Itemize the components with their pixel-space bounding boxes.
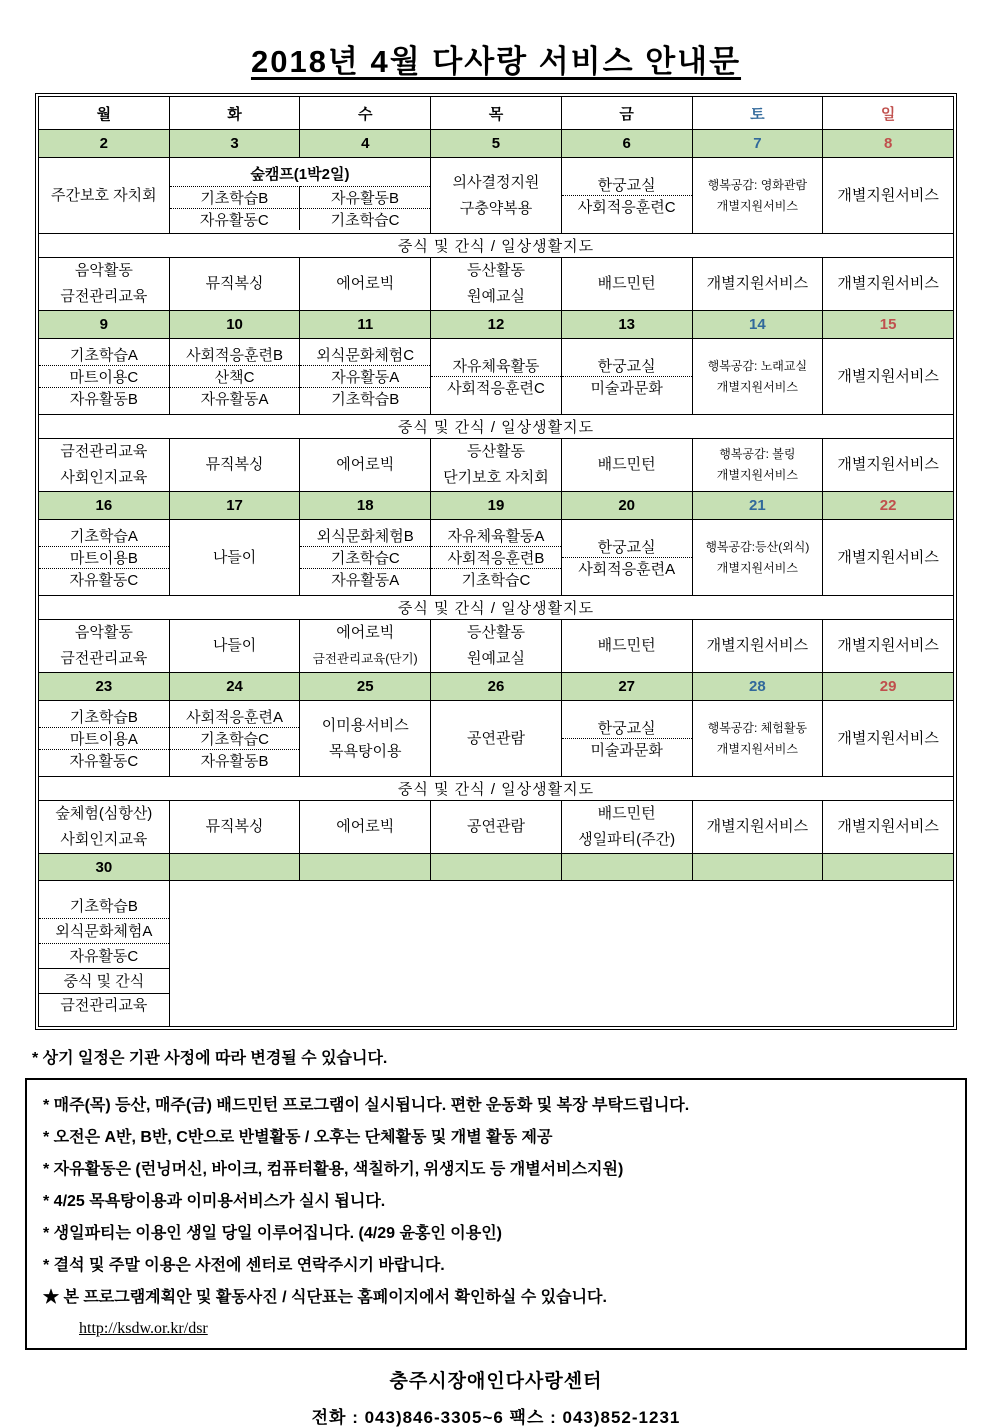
activity-label: 뮤직복싱 <box>205 456 264 473</box>
afternoon-row <box>39 801 954 854</box>
activity-label: 배드민턴 <box>597 275 656 292</box>
activity-label: 개별지원서비스 <box>837 275 939 292</box>
activity-cell <box>431 258 562 311</box>
date-cell: 4 <box>300 130 431 158</box>
note-line: * 오전은 A반, B반, C반으로 반별활동 / 오후는 단체활동 및 개별 활동 제공 <box>43 1129 553 1146</box>
activity-label: 의사결정지원 <box>452 173 540 191</box>
date-cell: 24 <box>169 673 300 701</box>
date-cell: 16 <box>39 492 170 520</box>
date-row <box>39 854 954 881</box>
activity-cell <box>823 520 954 596</box>
activity-label: 생일파티(주간) <box>578 831 676 848</box>
activity-cell <box>169 258 300 311</box>
date-cell <box>692 854 823 881</box>
activity-label: 에어로빅 <box>336 818 395 835</box>
activity-cell <box>431 520 562 596</box>
date-cell: 7 <box>692 130 823 158</box>
date-cell: 12 <box>431 311 562 339</box>
activity-cell <box>561 620 692 673</box>
activity-label: 사회적응훈련C <box>562 195 692 217</box>
activity-cell <box>823 701 954 777</box>
date-cell: 29 <box>823 673 954 701</box>
activity-label: 기초학습B <box>300 387 430 409</box>
activity-label: 자유활동C <box>39 568 169 590</box>
date-cell: 21 <box>692 492 823 520</box>
activity-label: 금전관리교육 <box>39 993 169 1015</box>
activity-label: 사회적응훈련C <box>431 376 561 398</box>
notes-box <box>25 1078 967 1350</box>
activity-cell <box>431 801 562 854</box>
activity-label: 산책C <box>170 365 300 387</box>
date-row <box>39 130 954 158</box>
activity-label: 기초학습B <box>69 897 138 915</box>
activity-label: 금전관리교육 <box>60 288 148 305</box>
day-header-row <box>39 97 954 130</box>
activity-label: 개별지원서비스 <box>706 637 809 654</box>
activity-label: 사회인지교육 <box>60 469 148 486</box>
activity-label: 목욕탕이용 <box>329 742 402 760</box>
date-row <box>39 311 954 339</box>
afternoon-row <box>39 439 954 492</box>
date-cell: 3 <box>169 130 300 158</box>
week5-content-row <box>39 881 954 1027</box>
activity-label: 자유활동C <box>39 943 169 968</box>
activity-cell <box>692 620 823 673</box>
activity-label: 자유활동B <box>300 186 430 208</box>
activity-label: 기초학습C <box>431 568 561 590</box>
empty-area <box>169 881 953 1027</box>
activity-label: 개별지원서비스 <box>837 548 939 566</box>
date-cell: 23 <box>39 673 170 701</box>
activity-cell <box>169 439 300 492</box>
activity-cell <box>692 258 823 311</box>
date-cell: 10 <box>169 311 300 339</box>
date-row <box>39 492 954 520</box>
activity-label: 자유활동A <box>170 387 300 409</box>
day-header-mon: 월 <box>39 97 170 130</box>
date-cell <box>823 854 954 881</box>
activity-cell <box>431 701 562 777</box>
activity-label: 행복공감: 노래교실 <box>707 358 808 373</box>
activity-cell <box>39 258 170 311</box>
activity-cell <box>561 801 692 854</box>
activity-cell <box>561 339 692 415</box>
activity-label: 자유활동A <box>300 568 430 590</box>
activity-label: 미술과문화 <box>562 376 692 398</box>
activity-label: 개별지원서비스 <box>837 456 939 473</box>
activity-label: 개별지원서비스 <box>716 198 798 213</box>
activity-label: 주간보호 자치회 <box>51 186 157 204</box>
activity-label: 에어로빅 <box>336 624 395 641</box>
activity-label: 행복공감: 볼링 <box>719 447 796 461</box>
activity-cell <box>561 258 692 311</box>
activity-label: 뮤직복싱 <box>205 818 264 835</box>
lunch-row <box>39 415 954 439</box>
activity-label: 개별지원서비스 <box>837 729 939 747</box>
activity-label: 사회적응훈련A <box>186 709 284 726</box>
schedule-change-note: * 상기 일정은 기관 사정에 따라 변경될 수 있습니다. <box>32 1050 388 1067</box>
date-cell: 28 <box>692 673 823 701</box>
activity-cell <box>39 620 170 673</box>
activity-cell <box>300 439 431 492</box>
morning-row <box>39 339 954 415</box>
activity-cell <box>39 439 170 492</box>
activity-cell <box>39 520 170 596</box>
activity-label: 마트이용A <box>39 727 169 749</box>
activity-label: 금전관리교육 <box>60 650 148 667</box>
activity-label: 나들이 <box>212 548 257 566</box>
activity-cell <box>823 439 954 492</box>
date-cell: 27 <box>561 673 692 701</box>
activity-label: 한궁교실 <box>597 539 656 556</box>
activity-cell <box>300 801 431 854</box>
activity-label: 마트이용B <box>39 546 169 568</box>
activity-label: 등산활동 <box>466 262 525 279</box>
activity-label: 자유활동B <box>39 387 169 409</box>
day-header-sun: 일 <box>823 97 954 130</box>
camp-cell <box>169 158 430 234</box>
activity-label: 배드민턴 <box>597 637 656 654</box>
morning-row <box>39 520 954 596</box>
morning-row <box>39 158 954 234</box>
activity-label: 공연관람 <box>466 729 525 747</box>
camp-subgrid <box>170 186 430 230</box>
note-line: * 자유활동은 (런닝머신, 바이크, 컴퓨터활용, 색칠하기, 위생지도 등 개별서비스지원) <box>43 1161 624 1178</box>
activity-label: 개별지원서비스 <box>716 560 798 575</box>
activity-label: 외식문화체험B <box>316 528 414 545</box>
activity-label: 마트이용C <box>39 365 169 387</box>
date-cell: 6 <box>561 130 692 158</box>
date-cell: 19 <box>431 492 562 520</box>
activity-label: 행복공감: 영화관람 <box>707 177 808 192</box>
activity-cell <box>561 158 692 234</box>
activity-cell <box>823 801 954 854</box>
activity-label: 자유체육활동 <box>452 358 540 375</box>
date-cell <box>169 854 300 881</box>
day-header-wed: 수 <box>300 97 431 130</box>
activity-label: 단기보호 자치회 <box>443 469 549 486</box>
activity-label: 외식문화체험A <box>39 918 169 943</box>
date-cell: 15 <box>823 311 954 339</box>
activity-label: 나들이 <box>212 637 257 654</box>
activity-label: 원예교실 <box>466 650 525 667</box>
day-header-sat: 토 <box>692 97 823 130</box>
activity-cell <box>39 701 170 777</box>
date-cell: 14 <box>692 311 823 339</box>
activity-label: 외식문화체험C <box>316 347 415 364</box>
activity-label: 등산활동 <box>466 624 525 641</box>
activity-label: 한궁교실 <box>597 720 656 737</box>
activity-label: 기초학습B <box>170 186 300 208</box>
activity-label: 자유활동A <box>300 365 430 387</box>
activity-label: 자유체육활동A <box>447 528 545 545</box>
activity-cell <box>692 158 823 234</box>
activity-label: 에어로빅 <box>336 275 395 292</box>
activity-label: 자유활동C <box>170 208 300 230</box>
activity-cell <box>300 339 431 415</box>
activity-label: 음악활동 <box>74 262 133 279</box>
activity-cell <box>431 158 562 234</box>
activity-cell <box>561 701 692 777</box>
activity-cell <box>431 339 562 415</box>
calendar-outer-border <box>35 93 957 1030</box>
activity-cell <box>169 620 300 673</box>
day-header-thu: 목 <box>431 97 562 130</box>
activity-cell <box>823 258 954 311</box>
activity-label: 사회적응훈련B <box>431 546 561 568</box>
lunch-label: 중식 및 간식 / 일상생활지도 <box>39 234 954 258</box>
page-title: 2018년 4월 다사랑 서비스 안내문 <box>250 44 742 79</box>
activity-label: 자유활동C <box>39 749 169 771</box>
day-header-tue: 화 <box>169 97 300 130</box>
activity-label: 기초학습A <box>69 528 138 545</box>
activity-cell <box>169 701 300 777</box>
date-cell: 20 <box>561 492 692 520</box>
activity-cell <box>823 158 954 234</box>
activity-cell <box>823 339 954 415</box>
date-cell: 30 <box>39 854 170 881</box>
date-cell: 18 <box>300 492 431 520</box>
activity-label: 뮤직복싱 <box>205 275 264 292</box>
camp-title: 숲캠프(1박2일) <box>250 166 350 183</box>
date-cell: 25 <box>300 673 431 701</box>
activity-label: 금전관리교육(단기) <box>312 652 418 666</box>
activity-label: 기초학습C <box>300 546 430 568</box>
activity-label: 숲체험(심항산) <box>55 805 153 822</box>
activity-cell <box>39 339 170 415</box>
note-line: * 결석 및 주말 이용은 사전에 센터로 연락주시기 바랍니다. <box>43 1257 445 1274</box>
date-cell: 13 <box>561 311 692 339</box>
note-line: ★ 본 프로그램계획안 및 활동사진 / 식단표는 홈페이지에서 확인하실 수 있습니다. <box>43 1289 607 1306</box>
date-cell: 22 <box>823 492 954 520</box>
activity-cell <box>823 620 954 673</box>
activity-label: 개별지원서비스 <box>716 468 798 482</box>
activity-label: 배드민턴 <box>597 456 656 473</box>
date-cell: 5 <box>431 130 562 158</box>
activity-label: 개별지원서비스 <box>716 379 798 394</box>
activity-cell <box>300 701 431 777</box>
date-cell: 17 <box>169 492 300 520</box>
activity-label: 행복공감:등산(외식) <box>705 539 810 554</box>
activity-label: 기초학습C <box>300 208 430 230</box>
date-cell: 9 <box>39 311 170 339</box>
morning-row <box>39 701 954 777</box>
homepage-url: http://ksdw.or.kr/dsr <box>79 1320 208 1337</box>
activity-label: 원예교실 <box>466 288 525 305</box>
activity-cell <box>300 258 431 311</box>
date-cell <box>431 854 562 881</box>
activity-cell <box>692 520 823 596</box>
activity-label: 기초학습A <box>69 347 138 364</box>
activity-cell <box>169 339 300 415</box>
activity-cell <box>692 701 823 777</box>
date-cell: 11 <box>300 311 431 339</box>
note-line: * 4/25 목욕탕이용과 이미용서비스가 실시 됩니다. <box>43 1193 386 1210</box>
activity-cell <box>300 520 431 596</box>
activity-label: 에어로빅 <box>336 456 395 473</box>
activity-label: 개별지원서비스 <box>837 818 939 835</box>
lunch-row <box>39 234 954 258</box>
lunch-label: 중식 및 간식 <box>39 968 169 993</box>
activity-label: 사회인지교육 <box>60 831 148 848</box>
activity-label: 사회적응훈련A <box>562 557 692 579</box>
activity-cell <box>692 439 823 492</box>
date-cell: 8 <box>823 130 954 158</box>
activity-cell <box>431 439 562 492</box>
activity-label: 기초학습C <box>170 727 300 749</box>
activity-label: 한궁교실 <box>597 177 656 194</box>
lunch-label: 중식 및 간식 / 일상생활지도 <box>39 415 954 439</box>
contact-info: 전화 : 043)846-3305~6 팩스 : 043)852-1231 <box>311 1408 681 1427</box>
activity-cell <box>692 801 823 854</box>
activity-label: 공연관람 <box>466 818 525 835</box>
date-row <box>39 673 954 701</box>
activity-label: 개별지원서비스 <box>837 637 939 654</box>
activity-label: 음악활동 <box>74 624 133 641</box>
activity-label: 개별지원서비스 <box>837 367 939 385</box>
activity-label: 기초학습B <box>69 709 138 726</box>
activity-cell <box>169 801 300 854</box>
activity-label: 개별지원서비스 <box>706 818 809 835</box>
activity-cell <box>561 439 692 492</box>
lunch-row <box>39 777 954 801</box>
activity-label: 행복공감: 체험활동 <box>707 720 808 735</box>
activity-label: 미술과문화 <box>562 738 692 760</box>
lunch-row <box>39 596 954 620</box>
date-cell <box>300 854 431 881</box>
afternoon-row <box>39 258 954 311</box>
activity-cell <box>692 339 823 415</box>
activity-label: 구충약복용 <box>459 199 533 217</box>
lunch-label: 중식 및 간식 / 일상생활지도 <box>39 777 954 801</box>
day-header-fri: 금 <box>561 97 692 130</box>
activity-label: 자유활동B <box>170 749 300 771</box>
activity-cell <box>39 801 170 854</box>
activity-label: 한궁교실 <box>597 358 656 375</box>
activity-label: 개별지원서비스 <box>716 741 798 756</box>
activity-cell <box>39 881 170 1027</box>
note-line: * 매주(목) 등산, 매주(금) 배드민턴 프로그램이 실시됩니다. 편한 운동화 및 복장 부탁드립니다. <box>43 1097 690 1114</box>
org-name: 충주시장애인다사랑센터 <box>389 1371 603 1392</box>
activity-label: 사회적응훈련B <box>186 347 284 364</box>
activity-cell <box>300 620 431 673</box>
date-cell: 2 <box>39 130 170 158</box>
activity-cell <box>169 520 300 596</box>
afternoon-row <box>39 620 954 673</box>
date-cell: 26 <box>431 673 562 701</box>
activity-cell <box>431 620 562 673</box>
date-cell <box>561 854 692 881</box>
activity-label: 개별지원서비스 <box>706 275 809 292</box>
activity-label: 등산활동 <box>466 443 525 460</box>
activity-label: 배드민턴 <box>597 805 656 822</box>
activity-label: 이미용서비스 <box>321 716 409 734</box>
activity-label: 개별지원서비스 <box>837 186 939 204</box>
lunch-label: 중식 및 간식 / 일상생활지도 <box>39 596 954 620</box>
calendar-table <box>38 96 954 1027</box>
activity-label: 금전관리교육 <box>60 443 148 460</box>
activity-cell <box>39 158 170 234</box>
activity-cell <box>561 520 692 596</box>
note-line: * 생일파티는 이용인 생일 당일 이루어집니다. (4/29 윤홍인 이용인) <box>43 1225 502 1242</box>
